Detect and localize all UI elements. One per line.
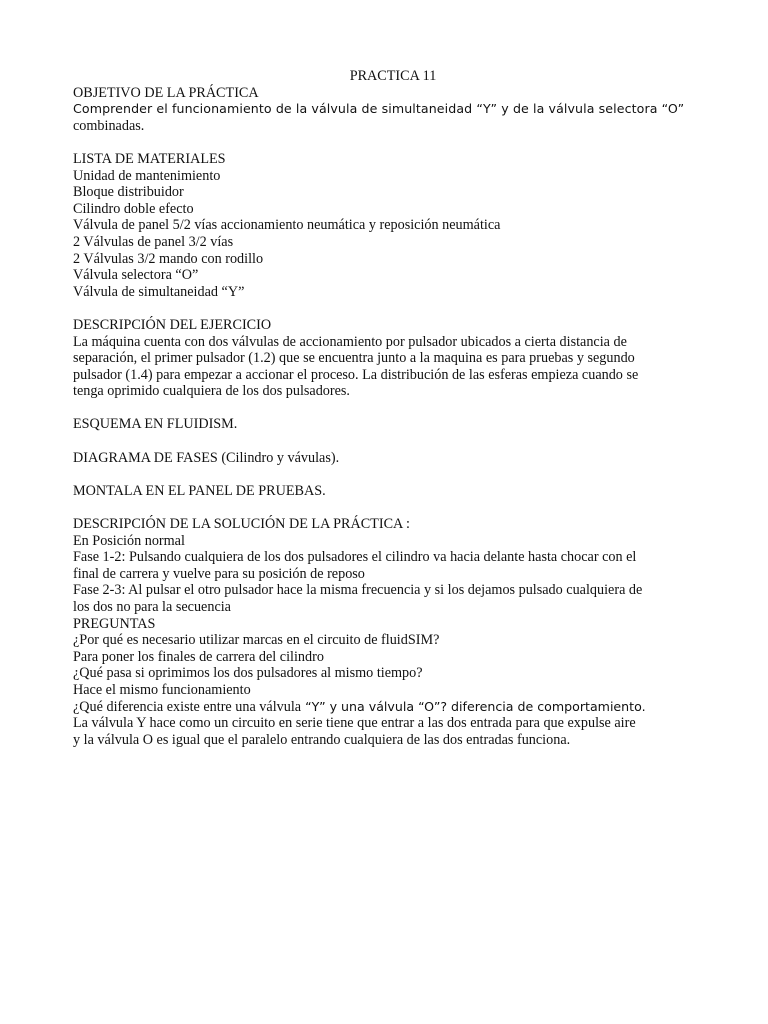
document-page — [73, 68, 703, 748]
solution-line: Fase 2-3: Al pulsar el otro pulsador hace la misma frecuencia y si los dejamos pulsado cualquiera de — [73, 582, 643, 599]
material-item: Bloque distribuidor — [73, 184, 184, 201]
material-item: 2 Válvulas 3/2 mando con rodillo — [73, 250, 264, 267]
objective-heading: OBJETIVO DE LA PRÁCTICA — [73, 84, 259, 101]
question-3-part-1: ¿Qué diferencia existe entre una válvula — [73, 698, 302, 715]
fluidsim-heading: ESQUEMA EN FLUIDISM. — [73, 416, 238, 433]
answer-1: Para poner los finales de carrera del cilindro — [73, 648, 324, 665]
material-item: Válvula de simultaneidad “Y” — [73, 283, 245, 300]
material-item: Unidad de mantenimiento — [73, 167, 221, 184]
solution-line: final de carrera y vuelve para su posición de reposo — [73, 565, 365, 582]
spacer — [73, 466, 703, 483]
solution-line: los dos no para la secuencia — [73, 599, 231, 615]
description-line: separación, el primer pulsador (1.2) que se encuentra junto a la maquina es para pruebas y segundo — [73, 350, 635, 367]
spacer — [73, 433, 703, 450]
panel-heading: MONTALA EN EL PANEL DE PRUEBAS. — [73, 482, 326, 499]
materials-heading: LISTA DE MATERIALES — [73, 150, 226, 167]
spacer — [73, 499, 703, 516]
answer-2: Hace el mismo funcionamiento — [73, 681, 251, 698]
question-1: ¿Por qué es necesario utilizar marcas en el circuito de fluidSIM? — [73, 632, 440, 649]
question-3 — [73, 699, 703, 716]
material-item: Válvula selectora “O” — [73, 267, 199, 284]
solution-heading: DESCRIPCIÓN DE LA SOLUCIÓN DE LA PRÁCTICA : — [73, 516, 410, 533]
spacer — [73, 134, 703, 151]
phases-heading: DIAGRAMA DE FASES (Cilindro y vávulas). — [73, 449, 340, 466]
question-2: ¿Qué pasa si oprimimos los dos pulsadores al mismo tiempo? — [73, 665, 423, 682]
description-line: pulsador (1.4) para empezar a accionar el proceso. La distribución de las esferas empieza cuando se — [73, 366, 639, 383]
description-heading: DESCRIPCIÓN DEL EJERCICIO — [73, 316, 272, 333]
answer-3-line-2: y la válvula O es igual que el paralelo entrando cualquiera de las dos entradas funciona. — [73, 731, 571, 748]
page-title: PRACTICA 11 — [349, 68, 437, 84]
material-item: Cilindro doble efecto — [73, 200, 194, 217]
answer-3-line-1: La válvula Y hace como un circuito en serie tiene que entrar a las dos entrada para que expulse aire — [73, 715, 636, 732]
description-line: tenga oprimido cualquiera de los dos pulsadores. — [73, 383, 350, 400]
material-item: Válvula de panel 5/2 vías accionamiento neumática y reposición neumática — [73, 217, 501, 234]
questions-heading: PREGUNTAS — [73, 615, 156, 632]
solution-line: Fase 1-2: Pulsando cualquiera de los dos pulsadores el cilindro va hacia delante hasta chocar con el — [73, 549, 637, 566]
objective-text-line-1: Comprender el funcionamiento de la válvula de simultaneidad “Y” y de la válvula selectora “O” — [73, 101, 685, 117]
spacer — [73, 400, 703, 417]
question-3-part-2: “Y” y una válvula “O”? diferencia de comportamiento. — [301, 698, 646, 714]
spacer — [73, 300, 703, 317]
description-line: La máquina cuenta con dos válvulas de accionamiento por pulsador ubicados a cierta distancia de — [73, 333, 627, 350]
material-item: 2 Válvulas de panel 3/2 vías — [73, 233, 234, 250]
objective-text-line-2: combinadas. — [73, 117, 145, 134]
solution-line: En Posición normal — [73, 532, 185, 549]
